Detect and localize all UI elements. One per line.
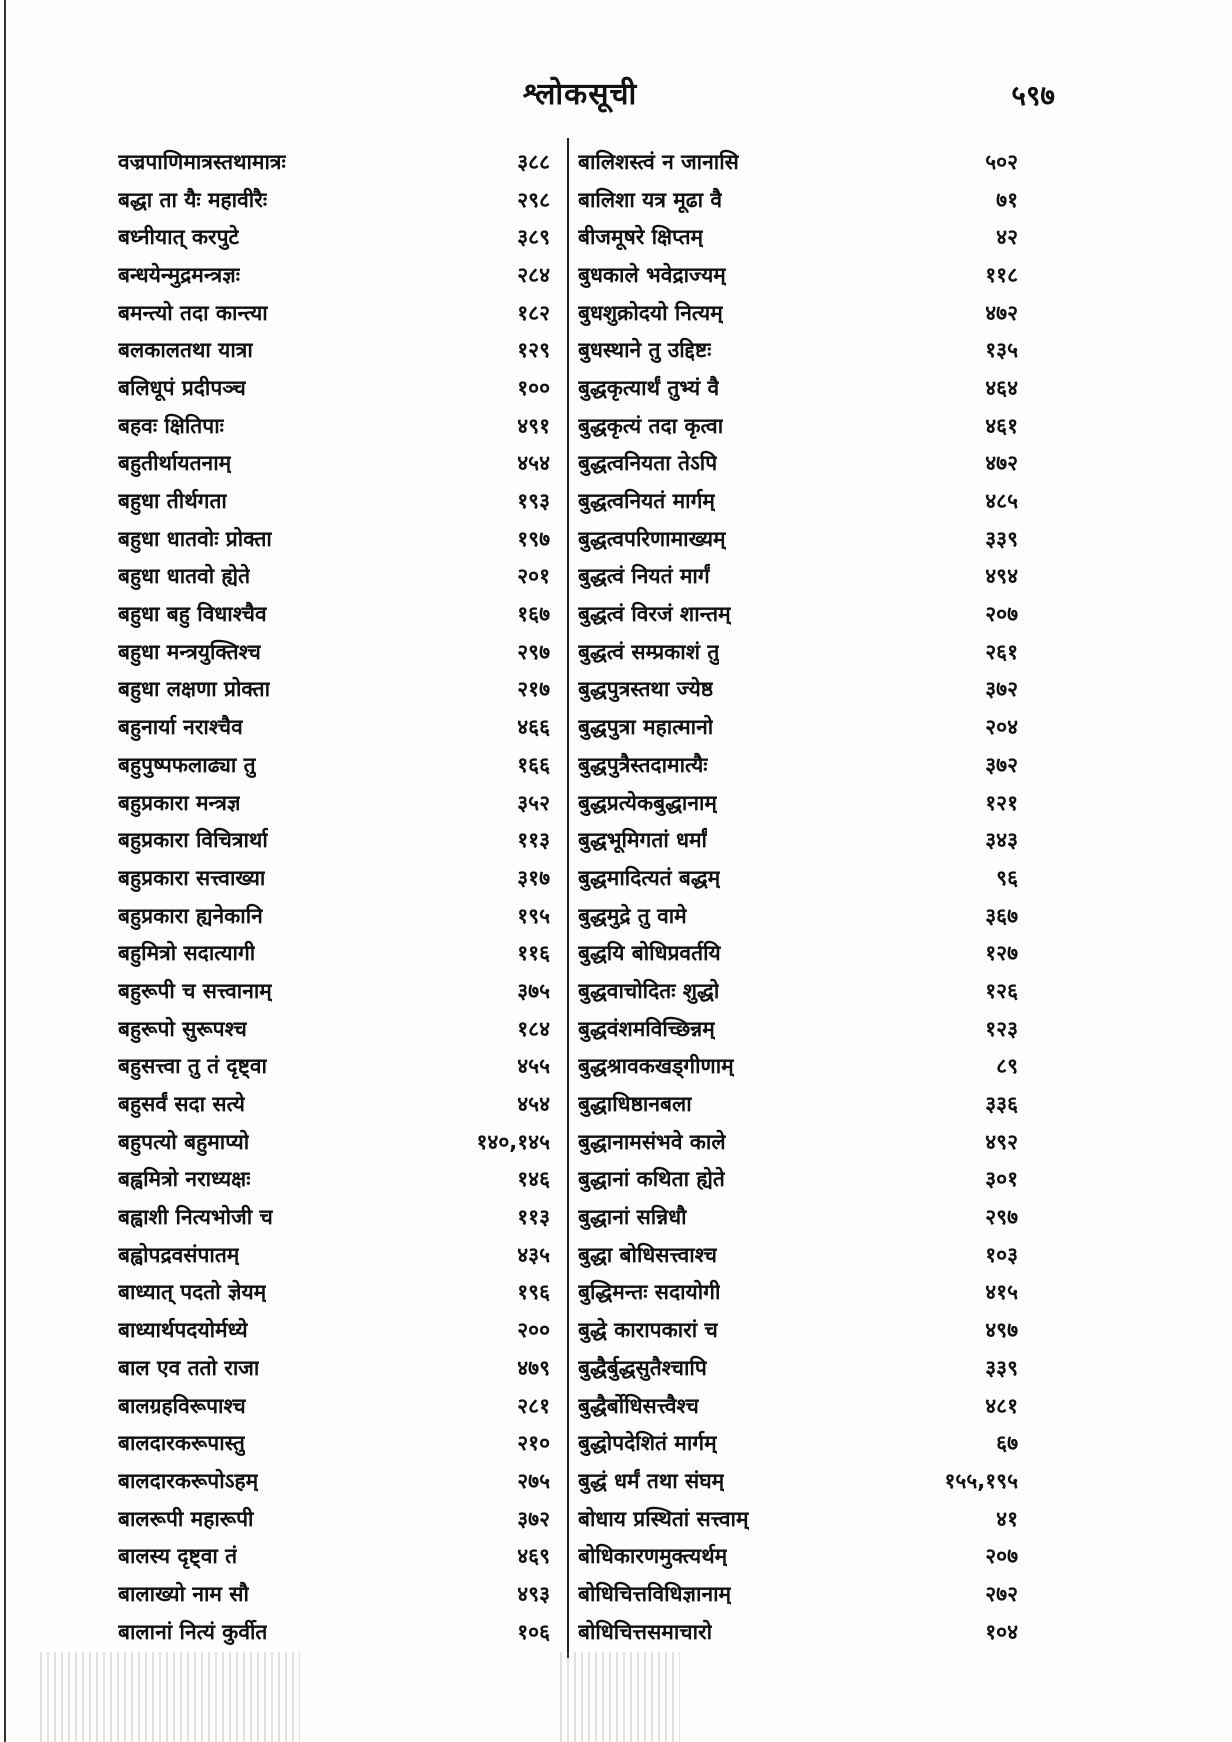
verse-page-ref: ११८ — [985, 262, 1018, 287]
verse-text: बहुमित्रो सदात्यागी — [118, 941, 256, 966]
index-entry — [118, 1161, 550, 1199]
verse-text: बह्वमित्रो नराध्यक्षः — [118, 1167, 251, 1192]
verse-page-ref: ३७२ — [517, 1506, 550, 1531]
index-entry — [118, 1123, 550, 1161]
index-entry — [578, 1161, 1018, 1199]
verse-text: बहुधा तीर्थगता — [118, 489, 227, 514]
index-entry — [118, 1048, 550, 1086]
verse-text: बहुसर्वं सदा सत्ये — [118, 1092, 245, 1117]
verse-text: बमन्त्यो तदा कान्त्या — [118, 300, 268, 325]
index-entry — [118, 1236, 550, 1274]
verse-page-ref: ४९३ — [517, 1581, 550, 1606]
verse-text: बाल एव ततो राजा — [118, 1355, 260, 1380]
index-entry — [578, 633, 1018, 671]
verse-page-ref: २०० — [517, 1318, 550, 1343]
verse-text: बाध्यार्थपदयोर्मध्ये — [118, 1318, 248, 1343]
verse-text: बालानां नित्यं कुर्वीत — [118, 1619, 268, 1644]
index-entry — [578, 1010, 1018, 1048]
index-entry — [118, 407, 550, 445]
verse-page-ref: ४१५ — [985, 1280, 1018, 1305]
verse-page-ref: १२३ — [985, 1016, 1018, 1041]
index-entry — [578, 859, 1018, 897]
index-entry — [578, 1311, 1018, 1349]
verse-page-ref: ३०१ — [985, 1167, 1018, 1192]
index-entry — [578, 331, 1018, 369]
verse-text: बुद्धा बोधिसत्त्वाश्च — [578, 1242, 717, 1267]
index-entry — [118, 784, 550, 822]
index-entry — [578, 1462, 1018, 1500]
verse-page-ref: १९५ — [517, 903, 550, 928]
verse-page-ref: ४६४ — [985, 375, 1018, 400]
right-index-column — [578, 143, 1018, 1651]
index-entry — [578, 143, 1018, 181]
index-entry — [118, 256, 550, 294]
index-entry — [578, 595, 1018, 633]
verse-text: बद्धा ता यैः महावीरैः — [118, 187, 268, 212]
verse-page-ref: ३८९ — [517, 225, 550, 250]
index-entry — [578, 1575, 1018, 1613]
verse-text: बहुधा लक्षणा प्रोक्ता — [118, 677, 271, 702]
verse-text: बुद्धभूमिगतां धर्मां — [578, 828, 707, 853]
verse-text: बुद्धत्वं सम्प्रकाशं तु — [578, 639, 720, 664]
verse-text: बुद्धत्वनियता तेऽपि — [578, 451, 718, 476]
verse-page-ref: ९६ — [996, 865, 1018, 890]
verse-page-ref: २०७ — [985, 602, 1018, 627]
verse-page-ref: २७५ — [517, 1468, 550, 1493]
verse-text: बुद्धवंशमविच्छिन्नम् — [578, 1016, 715, 1041]
index-entry — [118, 671, 550, 709]
index-entry — [578, 1424, 1018, 1462]
index-entry — [118, 1085, 550, 1123]
verse-text: बुद्धकृत्यं तदा कृत्वा — [578, 413, 724, 438]
verse-text: बहवः क्षितिपाः — [118, 413, 224, 438]
index-entry — [578, 821, 1018, 859]
index-entry — [118, 934, 550, 972]
verse-page-ref: २१७ — [517, 677, 550, 702]
verse-page-ref: ५०२ — [985, 149, 1018, 174]
index-entry — [578, 520, 1018, 558]
verse-page-ref: ११३ — [517, 1205, 550, 1230]
verse-text: बुद्धश्रावकखड्गीणाम् — [578, 1054, 734, 1079]
verse-page-ref: ११३ — [517, 828, 550, 853]
verse-text: बुद्धं धर्मं तथा संघम् — [578, 1468, 725, 1493]
verse-page-ref: १२९ — [517, 338, 550, 363]
verse-page-ref: १५५,१९५ — [944, 1468, 1018, 1493]
index-entry — [118, 445, 550, 483]
verse-page-ref: ४३५ — [517, 1242, 550, 1267]
verse-text: बुधकाले भवेद्राज्यम् — [578, 262, 726, 287]
verse-page-ref: ६७ — [996, 1431, 1018, 1456]
index-entry — [578, 1537, 1018, 1575]
verse-page-ref: ३५२ — [517, 790, 550, 815]
scan-noise — [560, 1652, 680, 1742]
index-entry — [118, 1387, 550, 1425]
verse-page-ref: ४६९ — [517, 1544, 550, 1569]
verse-page-ref: ४६१ — [985, 413, 1018, 438]
verse-page-ref: ८९ — [996, 1054, 1018, 1079]
verse-text: बहुसत्त्वा तु तं दृष्ट्वा — [118, 1054, 267, 1079]
index-entry — [118, 595, 550, 633]
verse-text: बोधिकारणमुक्त्यर्थम् — [578, 1544, 728, 1569]
page-title: श्लोकसूची — [522, 77, 638, 112]
verse-page-ref: ४९१ — [517, 413, 550, 438]
verse-text: बुधशुक्रोदयो नित्यम् — [578, 300, 723, 325]
verse-page-ref: १०६ — [517, 1619, 550, 1644]
verse-text: बुद्धैर्बोधिसत्त्वैश्च — [578, 1393, 699, 1418]
index-entry — [578, 1274, 1018, 1312]
verse-text: बहुप्रकारा सत्त्वाख्या — [118, 865, 266, 890]
index-entry — [118, 143, 550, 181]
verse-text: बुद्धत्वनियतं मार्गम् — [578, 489, 715, 514]
verse-text: बुद्धमादित्यतं बद्धम् — [578, 865, 721, 890]
verse-text: बालाख्यो नाम सौ — [118, 1581, 249, 1606]
verse-page-ref: १९७ — [517, 526, 550, 551]
verse-text: बहुतीर्थायतनाम् — [118, 451, 232, 476]
verse-page-ref: ४६६ — [517, 715, 550, 740]
index-entry — [118, 633, 550, 671]
index-entry — [118, 181, 550, 219]
verse-text: बलिधूपं प्रदीपञ्च — [118, 375, 246, 400]
index-entry — [118, 294, 550, 332]
verse-text: बहुधा मन्त्रयुक्तिश्च — [118, 639, 261, 664]
verse-page-ref: ४८१ — [985, 1393, 1018, 1418]
verse-text: बह्वाशी नित्यभोजी च — [118, 1205, 273, 1230]
verse-page-ref: १०३ — [985, 1242, 1018, 1267]
verse-text: बहुपत्यो बहुमाप्यो — [118, 1129, 250, 1154]
verse-text: बालरूपी महारूपी — [118, 1506, 254, 1531]
verse-text: बालस्य दृष्ट्वा तं — [118, 1544, 238, 1569]
verse-page-ref: २७२ — [985, 1581, 1018, 1606]
verse-text: बुद्धपुत्रा महात्मानो — [578, 715, 714, 740]
verse-page-ref: ४९७ — [985, 1318, 1018, 1343]
index-entry — [118, 1010, 550, 1048]
verse-text: बहुप्रकारा विचित्रार्था — [118, 828, 268, 853]
verse-page-ref: ३८८ — [517, 149, 550, 174]
verse-text: बलकालतथा यात्रा — [118, 338, 253, 363]
verse-text: बुद्धे कारापकारां च — [578, 1318, 718, 1343]
index-entry — [578, 1236, 1018, 1274]
verse-page-ref: ४१ — [996, 1506, 1018, 1531]
verse-page-ref: ७१ — [996, 187, 1018, 212]
index-entry — [578, 445, 1018, 483]
verse-page-ref: ३३९ — [985, 526, 1018, 551]
verse-page-ref: ३३९ — [985, 1355, 1018, 1380]
verse-text: बुद्धिमन्तः सदायोगी — [578, 1280, 721, 1305]
verse-page-ref: ४८५ — [985, 489, 1018, 514]
index-entry — [118, 1424, 550, 1462]
verse-page-ref: १४६ — [517, 1167, 550, 1192]
verse-page-ref: ४७२ — [985, 451, 1018, 476]
index-entry — [578, 218, 1018, 256]
verse-page-ref: ३६७ — [985, 903, 1018, 928]
verse-text: बुद्धयि बोधिप्रवर्तयि — [578, 941, 721, 966]
verse-text: बुद्धमुद्रे तु वामे — [578, 903, 687, 928]
page-number: ५९७ — [1011, 79, 1055, 112]
verse-text: बालिशस्त्वं न जानासि — [578, 149, 739, 174]
verse-page-ref: २१० — [517, 1431, 550, 1456]
verse-page-ref: ३१७ — [517, 865, 550, 890]
verse-page-ref: ४७९ — [517, 1355, 550, 1380]
verse-page-ref: ३३६ — [985, 1092, 1018, 1117]
index-entry — [118, 482, 550, 520]
verse-text: बुद्धत्वपरिणामाख्यम् — [578, 526, 726, 551]
verse-text: बालदारकरूपास्तु — [118, 1431, 245, 1456]
verse-page-ref: २०१ — [517, 564, 550, 589]
verse-text: बुद्धोपदेशितं मार्गम् — [578, 1431, 717, 1456]
index-entry — [118, 1613, 550, 1651]
verse-text: बालिशा यत्र मूढा वै — [578, 187, 723, 212]
verse-text: बहुपुष्पफलाढ्या तु — [118, 752, 256, 777]
verse-text: बहुप्रकारा ह्यनेकानि — [118, 903, 263, 928]
verse-text: बध्नीयात् करपुटे — [118, 225, 240, 250]
verse-text: बहुधा बहु विधाश्चैव — [118, 602, 267, 627]
verse-page-ref: ३७२ — [985, 752, 1018, 777]
verse-page-ref: १८२ — [517, 300, 550, 325]
verse-text: बुद्धानां कथिता ह्येते — [578, 1167, 725, 1192]
verse-page-ref: २८१ — [517, 1393, 550, 1418]
index-entry — [118, 821, 550, 859]
column-divider — [567, 138, 569, 1658]
index-entry — [118, 1500, 550, 1538]
index-entry — [578, 671, 1018, 709]
verse-page-ref: ३७५ — [517, 978, 550, 1003]
verse-text: बुधस्थाने तु उद्दिष्टः — [578, 338, 712, 363]
index-entry — [578, 1349, 1018, 1387]
verse-text: बुद्धैर्बुद्धसुतैश्चापि — [578, 1355, 707, 1380]
verse-page-ref: १०४ — [985, 1619, 1018, 1644]
verse-page-ref: ४५४ — [517, 451, 550, 476]
index-entry — [578, 181, 1018, 219]
verse-page-ref: १४०,१४५ — [476, 1129, 550, 1154]
verse-text: बन्धयेन्मुद्रमन्त्रज्ञः — [118, 262, 240, 287]
verse-page-ref: १०० — [517, 375, 550, 400]
verse-text: बीजमूषरे क्षिप्तम् — [578, 225, 704, 250]
left-index-column — [118, 143, 550, 1651]
verse-page-ref: २८४ — [517, 262, 550, 287]
index-entry — [118, 1198, 550, 1236]
scan-noise — [40, 1652, 300, 1742]
verse-page-ref: १२६ — [985, 978, 1018, 1003]
verse-text: बाध्यात् पदतो ज्ञेयम् — [118, 1280, 267, 1305]
index-entry — [578, 1085, 1018, 1123]
index-entry — [118, 520, 550, 558]
verse-page-ref: १३५ — [985, 338, 1018, 363]
verse-text: बुद्धाधिष्ठानबला — [578, 1092, 692, 1117]
index-entry — [578, 1613, 1018, 1651]
verse-text: बहुधा धातवो ह्येते — [118, 564, 251, 589]
index-entry — [118, 1274, 550, 1312]
verse-text: बह्वोपद्रवसंपातम् — [118, 1242, 240, 1267]
index-entry — [118, 218, 550, 256]
verse-page-ref: १८४ — [517, 1016, 550, 1041]
index-entry — [578, 1048, 1018, 1086]
verse-text: बुद्धानां सन्निधौ — [578, 1205, 687, 1230]
verse-text: बुद्धकृत्यार्थं तुभ्यं वै — [578, 375, 720, 400]
index-entry — [578, 784, 1018, 822]
index-entry — [118, 746, 550, 784]
verse-text: बुद्धवाचोदितः शुद्धो — [578, 978, 720, 1003]
verse-page-ref: २९८ — [517, 187, 550, 212]
page-edge-rule — [4, 0, 6, 1742]
verse-page-ref: १९३ — [517, 489, 550, 514]
index-entry — [118, 859, 550, 897]
verse-text: बुद्धत्वं नियतं मार्गं — [578, 564, 710, 589]
verse-text: बहुरूपी च सत्त्वानाम् — [118, 978, 272, 1003]
index-entry — [118, 708, 550, 746]
index-entry — [118, 558, 550, 596]
verse-text: बहुनार्या नराश्चैव — [118, 715, 243, 740]
index-entry — [118, 897, 550, 935]
verse-text: बहुप्रकारा मन्त्रज्ञ — [118, 790, 241, 815]
verse-page-ref: २०७ — [985, 1544, 1018, 1569]
index-entry — [578, 1387, 1018, 1425]
index-entry — [118, 1575, 550, 1613]
verse-page-ref: २६१ — [985, 639, 1018, 664]
index-entry — [578, 369, 1018, 407]
verse-page-ref: १२७ — [985, 941, 1018, 966]
index-entry — [118, 972, 550, 1010]
index-entry — [118, 1349, 550, 1387]
verse-page-ref: ११६ — [517, 941, 550, 966]
verse-text: बुद्धपुत्रैस्तदामात्यैः — [578, 752, 708, 777]
index-entry — [118, 1537, 550, 1575]
verse-page-ref: ४५४ — [517, 1092, 550, 1117]
index-entry — [118, 1462, 550, 1500]
verse-page-ref: १२१ — [985, 790, 1018, 815]
verse-page-ref: ३७२ — [985, 677, 1018, 702]
index-entry — [578, 1500, 1018, 1538]
index-entry — [118, 1311, 550, 1349]
index-entry — [118, 369, 550, 407]
verse-page-ref: ४९४ — [985, 564, 1018, 589]
verse-page-ref: ४९२ — [985, 1129, 1018, 1154]
verse-page-ref: ४७२ — [985, 300, 1018, 325]
index-entry — [578, 897, 1018, 935]
verse-page-ref: ४२ — [996, 225, 1018, 250]
verse-page-ref: १६७ — [517, 602, 550, 627]
verse-text: बुद्धानामसंभवे काले — [578, 1129, 726, 1154]
index-entry — [118, 331, 550, 369]
verse-text: बुद्धत्वं विरजं शान्तम् — [578, 602, 731, 627]
verse-text: बालग्रहविरूपाश्च — [118, 1393, 246, 1418]
index-entry — [578, 294, 1018, 332]
verse-page-ref: २९७ — [985, 1205, 1018, 1230]
verse-text: बहुधा धातवोः प्रोक्ता — [118, 526, 272, 551]
index-entry — [578, 1123, 1018, 1161]
verse-page-ref: १६६ — [517, 752, 550, 777]
verse-page-ref: २०४ — [985, 715, 1018, 740]
verse-text: बालदारकरूपोऽहम् — [118, 1468, 259, 1493]
index-entry — [578, 934, 1018, 972]
verse-text: बोधिचित्तसमाचारो — [578, 1619, 713, 1644]
verse-text: बहुरूपो सुरूपश्च — [118, 1016, 247, 1041]
verse-page-ref: ३४३ — [985, 828, 1018, 853]
verse-text: बोधिचित्तविधिज्ञानाम् — [578, 1581, 732, 1606]
index-entry — [578, 407, 1018, 445]
index-entry — [578, 558, 1018, 596]
verse-text: बोधाय प्रस्थितां सत्त्वाम् — [578, 1506, 749, 1531]
verse-text: वज्रपाणिमात्रस्तथामात्रः — [118, 149, 286, 174]
verse-text: बुद्धप्रत्येकबुद्धानाम् — [578, 790, 717, 815]
index-entry — [578, 1198, 1018, 1236]
index-entry — [578, 482, 1018, 520]
index-entry — [578, 746, 1018, 784]
index-entry — [578, 256, 1018, 294]
verse-text: बुद्धपुत्रस्तथा ज्येष्ठ — [578, 677, 714, 702]
index-entry — [578, 972, 1018, 1010]
index-entry — [578, 708, 1018, 746]
verse-page-ref: ४५५ — [517, 1054, 550, 1079]
verse-page-ref: १९६ — [517, 1280, 550, 1305]
verse-page-ref: २९७ — [517, 639, 550, 664]
